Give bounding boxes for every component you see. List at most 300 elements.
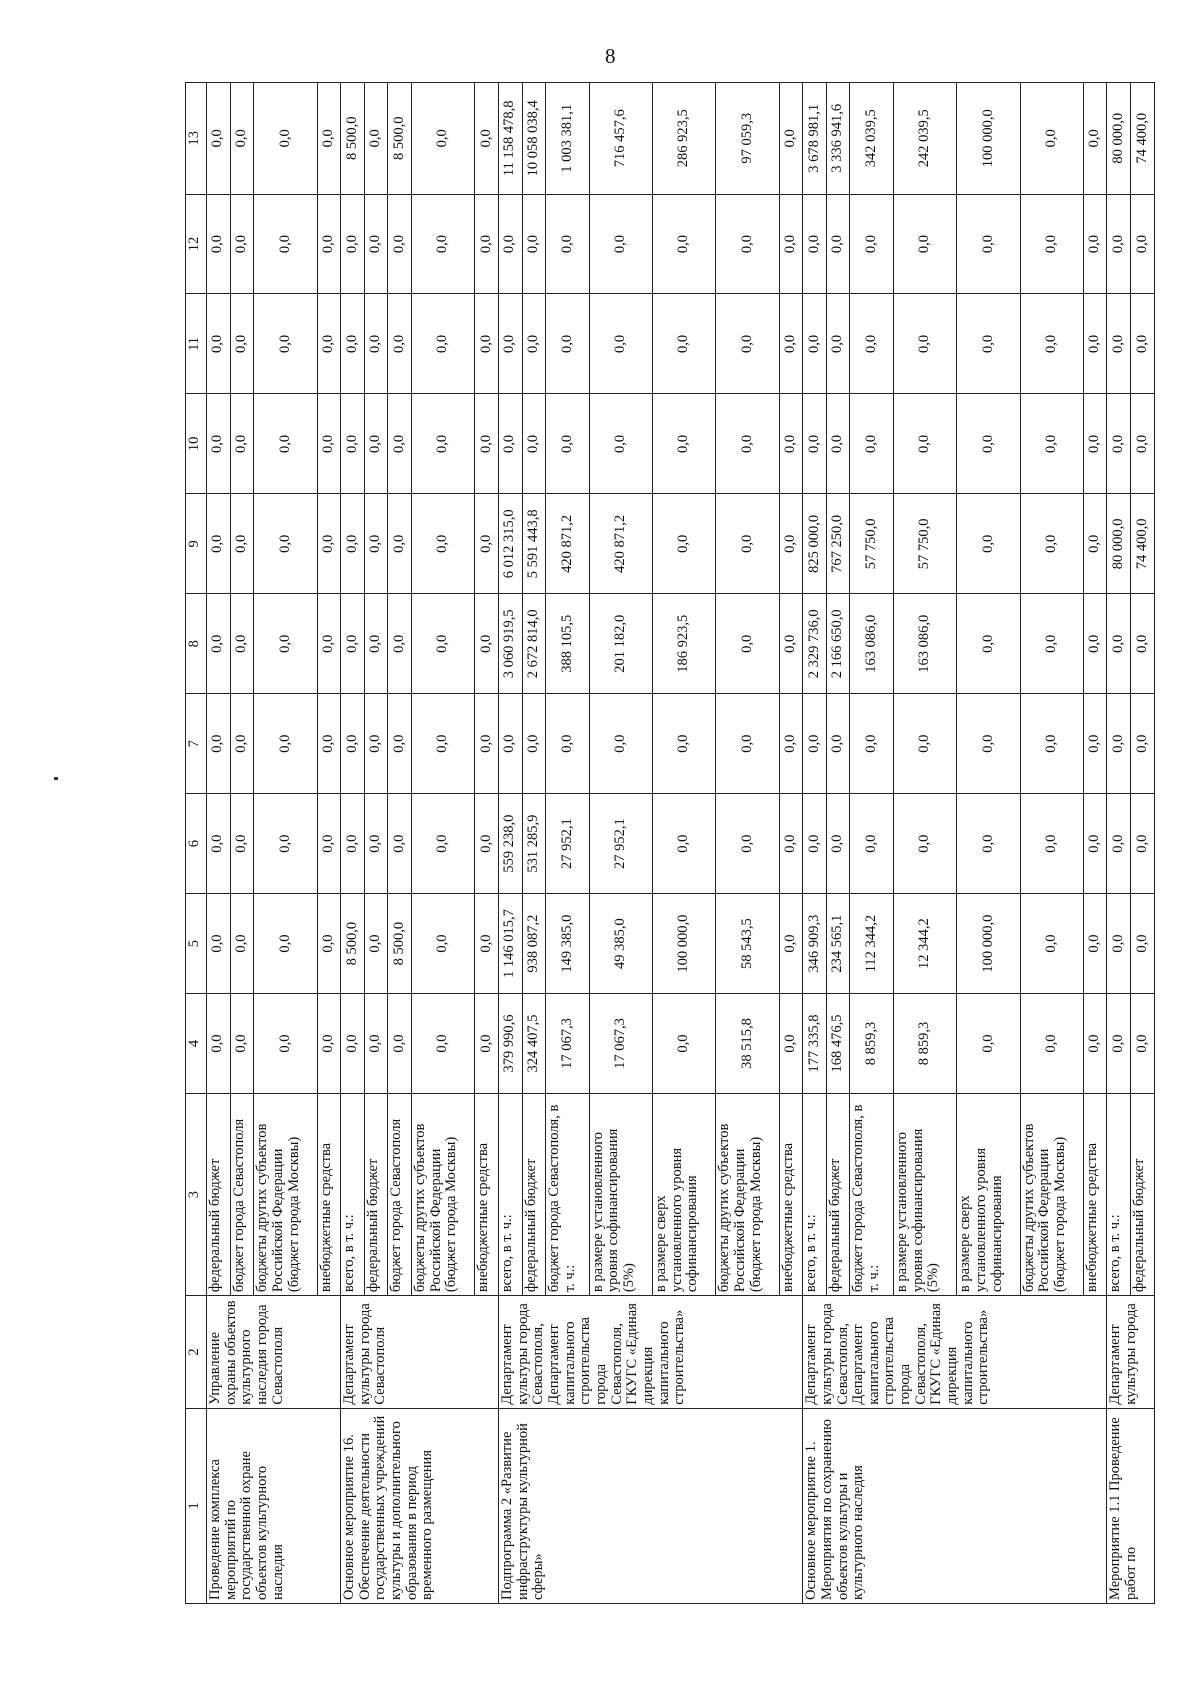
amount-cell: 0,0: [364, 83, 388, 195]
amount-cell: 0,0: [364, 894, 388, 994]
amount-cell: 0,0: [652, 494, 715, 594]
amount-cell: 12 344,2: [893, 894, 956, 994]
amount-cell: 168 476,5: [826, 994, 850, 1094]
amount-cell: 0,0: [779, 994, 803, 1094]
page-number: 8: [605, 44, 616, 68]
amount-cell: 0,0: [230, 294, 254, 394]
amount-cell: 0,0: [230, 694, 254, 794]
funding-source-cell: бюджеты других субъектов Российской Федерации (бюджет города Москвы): [716, 1093, 779, 1295]
amount-cell: 0,0: [207, 294, 231, 394]
amount-cell: 0,0: [1020, 894, 1083, 994]
program-name-cell: Основное мероприятие 16. Обеспечение деятельности государственных учреждений культуры и дополнительного образования в период временного размещения: [341, 1408, 499, 1603]
amount-cell: 0,0: [779, 594, 803, 694]
column-number-cell: 9: [186, 494, 207, 594]
amount-cell: 0,0: [1107, 694, 1131, 794]
amount-cell: 0,0: [546, 194, 589, 294]
rotated-table-wrapper: [185, 82, 1155, 1604]
amount-cell: 0,0: [230, 994, 254, 1094]
responsible-cell: Департамент культуры города Севастополя, Департамент капитального строительства города Севастополя, ГКУГС «Единая дирекция капитального строительства»: [498, 1296, 802, 1409]
amount-cell: 27 952,1: [589, 794, 652, 894]
amount-cell: 74 400,0: [1131, 494, 1155, 594]
amount-cell: 0,0: [317, 694, 341, 794]
funding-source-cell: федеральный бюджет: [522, 1093, 546, 1295]
column-number-cell: 10: [186, 394, 207, 494]
amount-cell: 0,0: [1131, 294, 1155, 394]
amount-cell: 2 672 814,0: [522, 594, 546, 694]
amount-cell: 531 285,9: [522, 794, 546, 894]
amount-cell: 0,0: [207, 83, 231, 195]
column-number-cell: 4: [186, 994, 207, 1094]
amount-cell: 0,0: [779, 694, 803, 794]
amount-cell: 0,0: [779, 294, 803, 394]
column-number-cell: 1: [186, 1408, 207, 1603]
amount-cell: 80 000,0: [1107, 83, 1131, 195]
amount-cell: 0,0: [652, 994, 715, 1094]
amount-cell: 0,0: [1107, 994, 1131, 1094]
amount-cell: 0,0: [412, 194, 475, 294]
amount-cell: 0,0: [850, 394, 893, 494]
amount-cell: 0,0: [254, 894, 317, 994]
amount-cell: 0,0: [364, 594, 388, 694]
amount-cell: 0,0: [522, 394, 546, 494]
funding-source-cell: в размере сверх установленного уровня софинансирования: [957, 1093, 1020, 1295]
amount-cell: 0,0: [364, 194, 388, 294]
amount-cell: 0,0: [412, 694, 475, 794]
amount-cell: 3 336 941,6: [826, 83, 850, 195]
amount-cell: 0,0: [341, 194, 365, 294]
amount-cell: 0,0: [893, 694, 956, 794]
amount-cell: 0,0: [652, 794, 715, 894]
amount-cell: 0,0: [1083, 83, 1107, 195]
amount-cell: 0,0: [1107, 394, 1131, 494]
amount-cell: 0,0: [207, 694, 231, 794]
amount-cell: 0,0: [341, 294, 365, 394]
responsible-cell: Департамент культуры города Севастополя: [341, 1296, 499, 1409]
amount-cell: 3 060 919,5: [498, 594, 522, 694]
amount-cell: 0,0: [589, 194, 652, 294]
amount-cell: 0,0: [1020, 994, 1083, 1094]
amount-cell: 0,0: [207, 194, 231, 294]
amount-cell: 0,0: [779, 394, 803, 494]
amount-cell: 0,0: [475, 894, 499, 994]
amount-cell: 0,0: [475, 83, 499, 195]
amount-cell: 0,0: [1131, 994, 1155, 1094]
amount-cell: 0,0: [779, 494, 803, 594]
amount-cell: 0,0: [317, 194, 341, 294]
amount-cell: 0,0: [475, 194, 499, 294]
amount-cell: 0,0: [716, 194, 779, 294]
amount-cell: 0,0: [412, 294, 475, 394]
amount-cell: 57 750,0: [850, 494, 893, 594]
amount-cell: 0,0: [498, 694, 522, 794]
amount-cell: 80 000,0: [1107, 494, 1131, 594]
amount-cell: 0,0: [957, 294, 1020, 394]
amount-cell: 0,0: [1083, 294, 1107, 394]
amount-cell: 0,0: [957, 594, 1020, 694]
amount-cell: 0,0: [850, 194, 893, 294]
table-row: [341, 83, 365, 1604]
amount-cell: 0,0: [364, 994, 388, 1094]
funding-source-cell: внебюджетные средства: [317, 1093, 341, 1295]
amount-cell: 0,0: [716, 294, 779, 394]
amount-cell: 0,0: [1107, 294, 1131, 394]
column-number-cell: 11: [186, 294, 207, 394]
amount-cell: 0,0: [957, 794, 1020, 894]
amount-cell: 0,0: [522, 694, 546, 794]
amount-cell: 0,0: [341, 394, 365, 494]
amount-cell: 0,0: [412, 894, 475, 994]
amount-cell: 0,0: [546, 294, 589, 394]
amount-cell: 767 250,0: [826, 494, 850, 594]
amount-cell: 0,0: [388, 294, 412, 394]
amount-cell: 0,0: [652, 194, 715, 294]
amount-cell: 0,0: [412, 594, 475, 694]
amount-cell: 0,0: [652, 694, 715, 794]
amount-cell: 0,0: [254, 694, 317, 794]
amount-cell: 0,0: [412, 83, 475, 195]
amount-cell: 0,0: [826, 394, 850, 494]
responsible-cell: Департамент культуры города Севастополя, Департамент капитального строительства города Севастополя, ГКУГС «Единая дирекция капитального строительства»: [803, 1296, 1107, 1409]
amount-cell: 0,0: [207, 794, 231, 894]
funding-source-cell: всего, в т. ч.:: [1107, 1093, 1131, 1295]
amount-cell: 100 000,0: [652, 894, 715, 994]
amount-cell: 1 003 381,1: [546, 83, 589, 195]
funding-source-cell: в размере сверх установленного уровня софинансирования: [652, 1093, 715, 1295]
amount-cell: 0,0: [364, 394, 388, 494]
amount-cell: 0,0: [254, 494, 317, 594]
funding-source-cell: бюджет города Севастополя, в т. ч.:: [546, 1093, 589, 1295]
amount-cell: 0,0: [1131, 394, 1155, 494]
amount-cell: 163 086,0: [893, 594, 956, 694]
amount-cell: 0,0: [254, 83, 317, 195]
amount-cell: 177 335,8: [803, 994, 827, 1094]
amount-cell: 17 067,3: [546, 994, 589, 1094]
amount-cell: 0,0: [1131, 594, 1155, 694]
column-number-cell: 7: [186, 694, 207, 794]
amount-cell: 0,0: [412, 494, 475, 594]
amount-cell: 0,0: [779, 894, 803, 994]
amount-cell: 8 500,0: [388, 83, 412, 195]
program-name-cell: Проведение комплекса мероприятий по государственной охране объектов культурного наследия: [207, 1408, 341, 1603]
amount-cell: 0,0: [1107, 794, 1131, 894]
amount-cell: 8 500,0: [388, 894, 412, 994]
amount-cell: 0,0: [957, 994, 1020, 1094]
amount-cell: 0,0: [254, 394, 317, 494]
amount-cell: 17 067,3: [589, 994, 652, 1094]
amount-cell: 0,0: [412, 994, 475, 1094]
amount-cell: 0,0: [957, 494, 1020, 594]
scan-speck: [54, 777, 58, 780]
amount-cell: 346 909,3: [803, 894, 827, 994]
amount-cell: 0,0: [1083, 994, 1107, 1094]
funding-source-cell: бюджеты других субъектов Российской Федерации (бюджет города Москвы): [412, 1093, 475, 1295]
amount-cell: 0,0: [893, 194, 956, 294]
amount-cell: 0,0: [716, 694, 779, 794]
program-name-cell: Мероприятие 1.1 Проведение работ по: [1107, 1408, 1155, 1603]
funding-source-cell: бюджет города Севастополя: [230, 1093, 254, 1295]
amount-cell: 0,0: [475, 494, 499, 594]
amount-cell: 0,0: [779, 83, 803, 195]
amount-cell: 0,0: [716, 394, 779, 494]
amount-cell: 0,0: [850, 794, 893, 894]
amount-cell: 0,0: [230, 894, 254, 994]
amount-cell: 0,0: [388, 194, 412, 294]
amount-cell: 10 058 038,4: [522, 83, 546, 195]
amount-cell: 0,0: [317, 394, 341, 494]
amount-cell: 0,0: [1083, 794, 1107, 894]
column-number-cell: 2: [186, 1296, 207, 1409]
amount-cell: 0,0: [364, 494, 388, 594]
amount-cell: 0,0: [803, 694, 827, 794]
amount-cell: 0,0: [230, 83, 254, 195]
amount-cell: 0,0: [341, 694, 365, 794]
amount-cell: 0,0: [957, 394, 1020, 494]
amount-cell: 0,0: [475, 794, 499, 894]
amount-cell: 0,0: [498, 394, 522, 494]
amount-cell: 0,0: [893, 394, 956, 494]
amount-cell: 2 329 736,0: [803, 594, 827, 694]
amount-cell: 0,0: [254, 194, 317, 294]
amount-cell: 388 105,5: [546, 594, 589, 694]
amount-cell: 0,0: [1083, 494, 1107, 594]
amount-cell: 149 385,0: [546, 894, 589, 994]
amount-cell: 0,0: [207, 994, 231, 1094]
amount-cell: 0,0: [1020, 694, 1083, 794]
amount-cell: 5 591 443,8: [522, 494, 546, 594]
amount-cell: 0,0: [317, 83, 341, 195]
amount-cell: 0,0: [317, 894, 341, 994]
amount-cell: 0,0: [254, 294, 317, 394]
table-body: [207, 83, 1155, 1604]
amount-cell: 74 400,0: [1131, 83, 1155, 195]
table-row: [207, 83, 231, 1604]
amount-cell: 0,0: [254, 794, 317, 894]
amount-cell: 0,0: [779, 794, 803, 894]
amount-cell: 0,0: [412, 794, 475, 894]
funding-source-cell: федеральный бюджет: [364, 1093, 388, 1295]
funding-source-cell: бюджеты других субъектов Российской Федерации (бюджет города Москвы): [254, 1093, 317, 1295]
amount-cell: 0,0: [546, 694, 589, 794]
amount-cell: 0,0: [388, 394, 412, 494]
amount-cell: 0,0: [207, 594, 231, 694]
amount-cell: 0,0: [230, 394, 254, 494]
amount-cell: 0,0: [1131, 794, 1155, 894]
amount-cell: 0,0: [1020, 83, 1083, 195]
amount-cell: 0,0: [850, 294, 893, 394]
amount-cell: 97 059,3: [716, 83, 779, 195]
amount-cell: 420 871,2: [546, 494, 589, 594]
funding-source-cell: федеральный бюджет: [207, 1093, 231, 1295]
column-number-cell: 13: [186, 83, 207, 195]
funding-source-cell: внебюджетные средства: [1083, 1093, 1107, 1295]
amount-cell: 0,0: [779, 194, 803, 294]
amount-cell: 0,0: [388, 994, 412, 1094]
amount-cell: 0,0: [317, 294, 341, 394]
amount-cell: 0,0: [1107, 194, 1131, 294]
amount-cell: 0,0: [957, 694, 1020, 794]
column-number-cell: 5: [186, 894, 207, 994]
amount-cell: 0,0: [826, 194, 850, 294]
amount-cell: 8 859,3: [893, 994, 956, 1094]
amount-cell: 0,0: [1083, 694, 1107, 794]
amount-cell: 0,0: [475, 994, 499, 1094]
amount-cell: 0,0: [1020, 494, 1083, 594]
amount-cell: 0,0: [230, 594, 254, 694]
amount-cell: 0,0: [522, 294, 546, 394]
amount-cell: 0,0: [230, 194, 254, 294]
amount-cell: 234 565,1: [826, 894, 850, 994]
amount-cell: 0,0: [207, 894, 231, 994]
funding-source-cell: бюджеты других субъектов Российской Федерации (бюджет города Москвы): [1020, 1093, 1083, 1295]
amount-cell: 938 087,2: [522, 894, 546, 994]
amount-cell: 0,0: [230, 794, 254, 894]
amount-cell: 0,0: [803, 194, 827, 294]
amount-cell: 0,0: [341, 994, 365, 1094]
program-name-cell: Основное мероприятие 1. Мероприятия по сохранению объектов культуры и культурного наследия: [803, 1408, 1107, 1603]
amount-cell: 0,0: [412, 394, 475, 494]
amount-cell: 0,0: [893, 794, 956, 894]
amount-cell: 0,0: [317, 794, 341, 894]
amount-cell: 0,0: [1083, 194, 1107, 294]
amount-cell: 8 859,3: [850, 994, 893, 1094]
funding-source-cell: федеральный бюджет: [826, 1093, 850, 1295]
amount-cell: 0,0: [1131, 194, 1155, 294]
funding-source-cell: внебюджетные средства: [475, 1093, 499, 1295]
amount-cell: 0,0: [652, 294, 715, 394]
amount-cell: 379 990,6: [498, 994, 522, 1094]
amount-cell: 0,0: [850, 694, 893, 794]
funding-source-cell: бюджет города Севастополя: [388, 1093, 412, 1295]
amount-cell: 0,0: [803, 294, 827, 394]
amount-cell: 0,0: [207, 394, 231, 494]
amount-cell: 342 039,5: [850, 83, 893, 195]
amount-cell: 27 952,1: [546, 794, 589, 894]
funding-source-cell: всего, в т. ч.:: [341, 1093, 365, 1295]
column-number-cell: 6: [186, 794, 207, 894]
amount-cell: 58 543,5: [716, 894, 779, 994]
amount-cell: 0,0: [589, 394, 652, 494]
amount-cell: 112 344,2: [850, 894, 893, 994]
funding-source-cell: в размере установленного уровня софинансирования (5%): [589, 1093, 652, 1295]
amount-cell: 0,0: [317, 494, 341, 594]
amount-cell: 0,0: [1020, 594, 1083, 694]
funding-source-cell: всего, в т. ч.:: [803, 1093, 827, 1295]
amount-cell: 0,0: [475, 294, 499, 394]
responsible-cell: Управление охраны объектов культурного наследия города Севастополя: [207, 1296, 341, 1409]
budget-table: [185, 82, 1155, 1604]
amount-cell: 0,0: [498, 294, 522, 394]
column-number-cell: 8: [186, 594, 207, 694]
column-number-cell: 12: [186, 194, 207, 294]
amount-cell: 0,0: [254, 594, 317, 694]
amount-cell: 0,0: [254, 994, 317, 1094]
amount-cell: 0,0: [317, 594, 341, 694]
amount-cell: 0,0: [1107, 594, 1131, 694]
amount-cell: 0,0: [589, 294, 652, 394]
amount-cell: 0,0: [826, 794, 850, 894]
amount-cell: 0,0: [475, 594, 499, 694]
column-number-cell: 3: [186, 1093, 207, 1295]
amount-cell: 0,0: [1131, 894, 1155, 994]
table-row: [803, 83, 827, 1604]
amount-cell: 2 166 650,0: [826, 594, 850, 694]
amount-cell: 286 923,5: [652, 83, 715, 195]
amount-cell: 0,0: [388, 494, 412, 594]
amount-cell: 100 000,0: [957, 83, 1020, 195]
amount-cell: 0,0: [957, 194, 1020, 294]
amount-cell: 163 086,0: [850, 594, 893, 694]
amount-cell: 324 407,5: [522, 994, 546, 1094]
funding-source-cell: внебюджетные средства: [779, 1093, 803, 1295]
amount-cell: 57 750,0: [893, 494, 956, 594]
table-row: [1107, 83, 1131, 1604]
amount-cell: 0,0: [1107, 894, 1131, 994]
amount-cell: 0,0: [498, 194, 522, 294]
amount-cell: 6 012 315,0: [498, 494, 522, 594]
amount-cell: 559 238,0: [498, 794, 522, 894]
amount-cell: 0,0: [364, 294, 388, 394]
amount-cell: 0,0: [652, 394, 715, 494]
funding-source-cell: бюджет города Севастополя, в т. ч.:: [850, 1093, 893, 1295]
amount-cell: 11 158 478,8: [498, 83, 522, 195]
amount-cell: 0,0: [893, 294, 956, 394]
amount-cell: 716 457,6: [589, 83, 652, 195]
amount-cell: 825 000,0: [803, 494, 827, 594]
amount-cell: 0,0: [803, 394, 827, 494]
amount-cell: 0,0: [716, 494, 779, 594]
amount-cell: 0,0: [388, 794, 412, 894]
amount-cell: 0,0: [317, 994, 341, 1094]
amount-cell: 0,0: [1020, 294, 1083, 394]
amount-cell: 0,0: [1020, 394, 1083, 494]
amount-cell: 8 500,0: [341, 83, 365, 195]
amount-cell: 0,0: [475, 394, 499, 494]
amount-cell: 0,0: [546, 394, 589, 494]
amount-cell: 8 500,0: [341, 894, 365, 994]
amount-cell: 0,0: [716, 594, 779, 694]
amount-cell: 1 146 015,7: [498, 894, 522, 994]
amount-cell: 0,0: [207, 494, 231, 594]
amount-cell: 100 000,0: [957, 894, 1020, 994]
amount-cell: 186 923,5: [652, 594, 715, 694]
amount-cell: 0,0: [803, 794, 827, 894]
amount-cell: 0,0: [388, 594, 412, 694]
amount-cell: 0,0: [826, 694, 850, 794]
amount-cell: 0,0: [1083, 394, 1107, 494]
amount-cell: 38 515,8: [716, 994, 779, 1094]
amount-cell: 0,0: [341, 494, 365, 594]
amount-cell: 0,0: [589, 694, 652, 794]
column-number-row: [186, 83, 207, 1604]
amount-cell: 49 385,0: [589, 894, 652, 994]
amount-cell: 0,0: [341, 794, 365, 894]
amount-cell: 0,0: [230, 494, 254, 594]
amount-cell: 0,0: [364, 694, 388, 794]
amount-cell: 242 039,5: [893, 83, 956, 195]
amount-cell: 0,0: [826, 294, 850, 394]
program-name-cell: Подпрограмма 2 «Развитие инфраструктуры культурной сферы»: [498, 1408, 802, 1603]
amount-cell: 0,0: [341, 594, 365, 694]
amount-cell: 3 678 981,1: [803, 83, 827, 195]
amount-cell: 0,0: [1020, 794, 1083, 894]
amount-cell: 0,0: [388, 694, 412, 794]
responsible-cell: Департамент культуры города: [1107, 1296, 1155, 1409]
amount-cell: 0,0: [522, 194, 546, 294]
funding-source-cell: федеральный бюджет: [1131, 1093, 1155, 1295]
amount-cell: 0,0: [1083, 594, 1107, 694]
amount-cell: 201 182,0: [589, 594, 652, 694]
amount-cell: 0,0: [364, 794, 388, 894]
